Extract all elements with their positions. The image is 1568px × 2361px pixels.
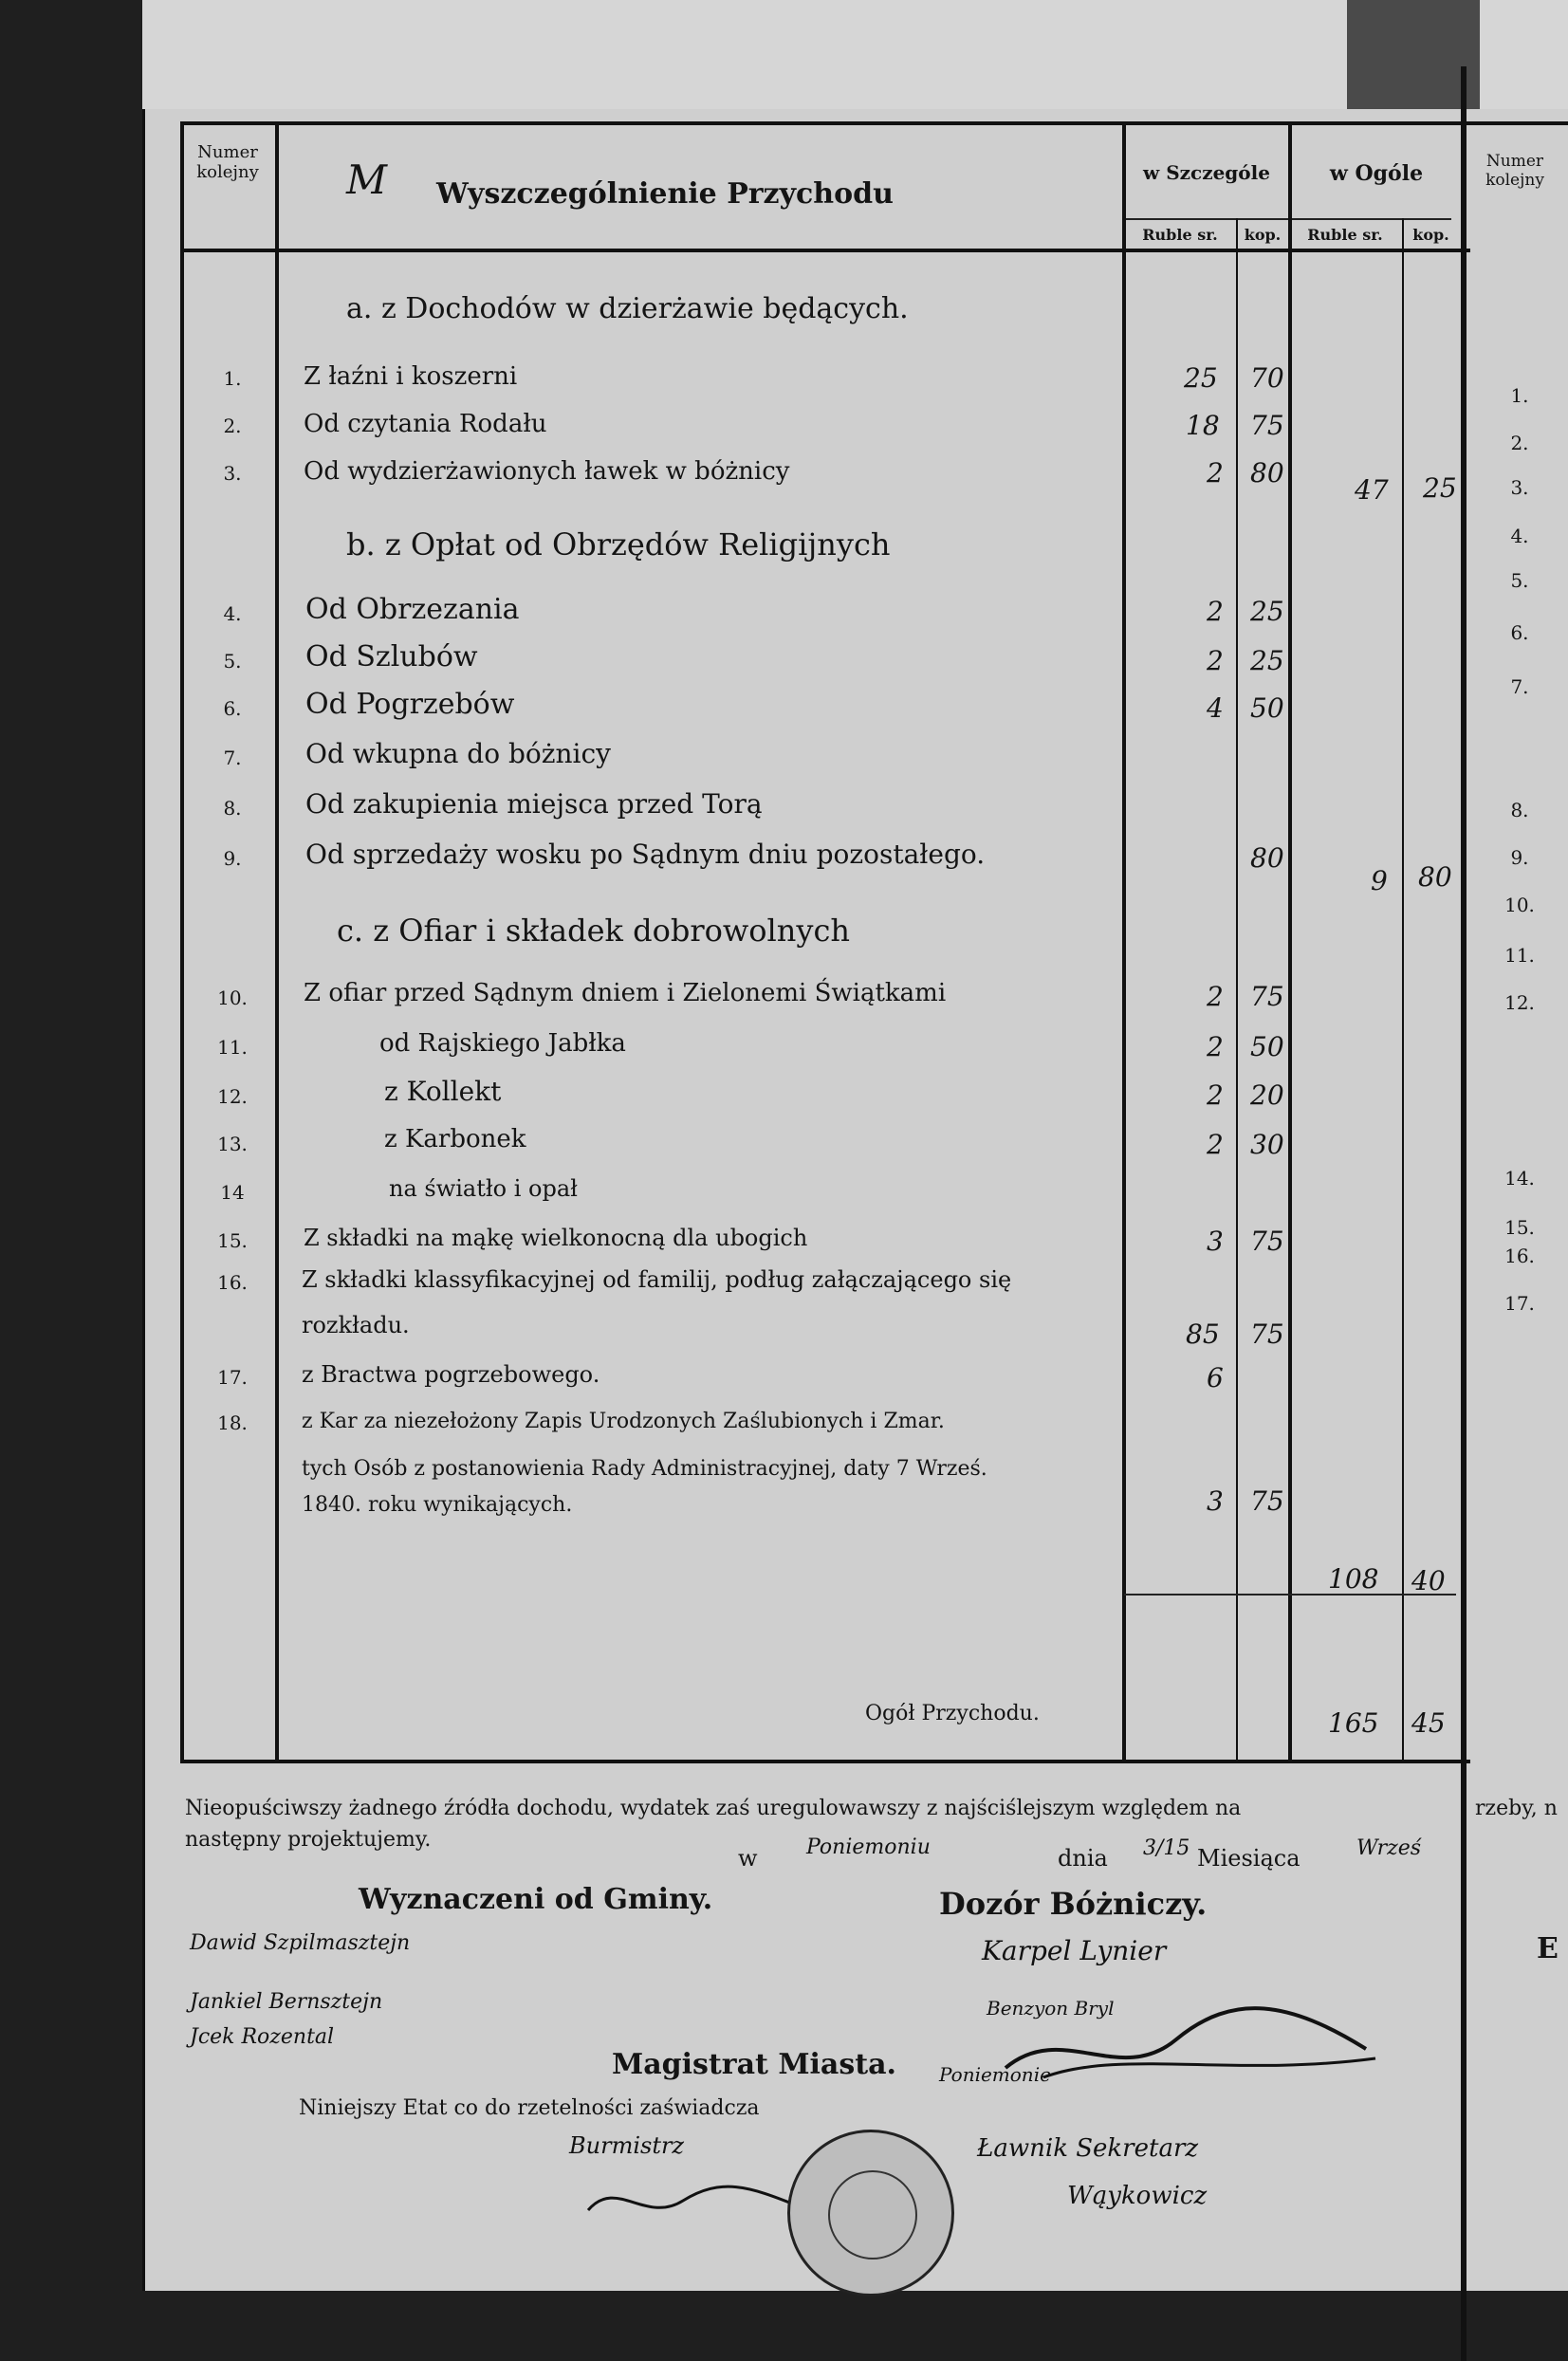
row-label: Z łaźni i koszerni — [304, 362, 518, 391]
row-label: Od Pogrzebów — [305, 688, 515, 721]
row-rub: 2 — [1207, 1079, 1224, 1111]
row-number: 15. — [217, 1229, 248, 1252]
row-number: 16. — [217, 1271, 248, 1294]
total-kop-header: kop. — [1412, 226, 1449, 244]
row-kop: 75 — [1250, 410, 1284, 441]
month-value: Wrześ — [1356, 1836, 1422, 1860]
row-rub: 2 — [1207, 596, 1224, 627]
row-label: Z składki klassyfikacyjnej od familij, podług załączającego się — [302, 1266, 1012, 1293]
right-row-number: 4. — [1510, 525, 1529, 547]
signature-dozor-1: Karpel Lynier — [982, 1935, 1167, 1966]
row-kop: 25 — [1250, 596, 1284, 627]
ledger-mark: M — [346, 157, 388, 203]
row-rub: 3 — [1207, 1485, 1224, 1517]
row-label: Od czytania Rodału — [304, 410, 547, 438]
total-col-rule — [1288, 121, 1292, 1762]
right-row-number: 16. — [1504, 1245, 1535, 1267]
section-heading-a: a. z Dochodów w dzierżawie będących. — [346, 292, 909, 325]
row-rub: 4 — [1207, 692, 1224, 724]
page-title: Wyszczególnienie Przychodu — [436, 177, 894, 211]
row-kop: 75 — [1250, 1319, 1284, 1350]
row-kop: 20 — [1250, 1079, 1284, 1111]
footer-text-cut: rzeby, n — [1475, 1797, 1558, 1820]
row-label: od Rajskiego Jabłka — [379, 1029, 626, 1058]
header-bottom-rule — [180, 249, 1470, 252]
dozor-heading: Dozór Bóżniczy. — [939, 1886, 1208, 1922]
row-label: z Kollekt — [384, 1076, 502, 1107]
table-top-rule — [180, 121, 1568, 125]
right-row-number: 9. — [1510, 846, 1529, 869]
date-prefix: dnia — [1058, 1845, 1108, 1872]
row-rub: 6 — [1207, 1362, 1224, 1393]
signature-dozor-2: Benzyon Bryl — [987, 1997, 1115, 2020]
table-left-rule — [180, 121, 184, 1762]
row-kop: 80 — [1250, 842, 1284, 874]
date-value: 3/15 — [1143, 1836, 1190, 1860]
row-kop: 75 — [1250, 1485, 1284, 1517]
number-col-rule — [275, 121, 279, 1762]
row-number: 3. — [223, 462, 242, 485]
row-number: 11. — [217, 1036, 248, 1059]
month-prefix: Miesiąca — [1197, 1845, 1301, 1872]
grand-total-kop: 45 — [1411, 1707, 1446, 1739]
right-row-number: 10. — [1504, 894, 1535, 916]
row-number: 9. — [223, 847, 242, 870]
right-row-number: 5. — [1510, 569, 1529, 592]
official-seal — [787, 2130, 954, 2296]
fold-rule — [1461, 66, 1467, 2361]
detail-rub-header: Ruble sr. — [1142, 226, 1218, 244]
row-rub: 2 — [1207, 645, 1224, 676]
signature-magistrat-2: Ławnik Sekretarz — [977, 2134, 1199, 2163]
magistrat-heading: Magistrat Miasta. — [612, 2048, 896, 2081]
footer-text: Nieopuściwszy żadnego źródła dochodu, wydatek zaś uregulowawszy z najściślejszym względem na — [185, 1797, 1242, 1820]
section-heading-b: b. z Opłat od Obrzędów Religijnych — [346, 526, 891, 563]
total-rub: 47 — [1355, 474, 1389, 506]
row-label: Od zakupienia miejsca przed Torą — [305, 788, 763, 820]
subtotal-kop: 40 — [1411, 1565, 1446, 1596]
right-row-number: 1. — [1510, 384, 1529, 407]
detail-col-rule — [1122, 121, 1126, 1762]
signature-gmina-1: Dawid Szpilmasztejn — [190, 1931, 411, 1955]
row-number: 5. — [223, 650, 242, 673]
signature-flourish — [987, 1983, 1394, 2096]
seal-emblem — [828, 2170, 917, 2260]
detail-header: w Szczególe — [1143, 161, 1270, 184]
grand-total-label: Ogół Przychodu. — [865, 1702, 1040, 1725]
place-prefix: w — [738, 1845, 758, 1872]
table-bottom-rule — [180, 1760, 1470, 1763]
row-rub: 85 — [1186, 1319, 1220, 1350]
row-number: 12. — [217, 1085, 248, 1108]
row-label-cont: rozkładu. — [302, 1312, 410, 1338]
row-kop: 75 — [1250, 981, 1284, 1012]
col-number-header: Numer kolejny — [196, 142, 259, 182]
binding-shadow — [1347, 0, 1480, 114]
row-label: z Karbonek — [384, 1125, 526, 1153]
row-label-cont: tych Osób z postanowienia Rady Administracyjnej, daty 7 Wrześ. — [302, 1457, 987, 1481]
total-header: w Ogóle — [1329, 161, 1424, 186]
row-label: Od Obrzezania — [305, 593, 520, 626]
row-label: na światło i opał — [389, 1175, 578, 1202]
row-number: 18. — [217, 1411, 248, 1434]
total-kop-rule — [1402, 218, 1404, 1762]
row-kop: 50 — [1250, 692, 1284, 724]
row-number: 14 — [220, 1181, 245, 1204]
certification-text: Niniejszy Etat co do rzetelności zaświadcza — [299, 2096, 760, 2120]
row-label: z Kar za niezełożony Zapis Urodzonych Zaślubionych i Zmar. — [302, 1410, 945, 1433]
row-kop: 30 — [1250, 1129, 1284, 1160]
row-number: 10. — [217, 987, 248, 1009]
row-number: 1. — [223, 367, 242, 390]
row-label: Od wkupna do bóżnicy — [305, 738, 611, 769]
row-rub: 18 — [1186, 410, 1220, 441]
row-label: Z składki na mąkę wielkonocną dla ubogich — [304, 1225, 808, 1251]
row-number: 7. — [223, 747, 242, 769]
row-rub: 25 — [1184, 362, 1218, 394]
row-kop: 80 — [1250, 457, 1284, 489]
detail-kop-rule — [1236, 218, 1238, 1762]
row-number: 8. — [223, 797, 242, 820]
gmina-heading: Wyznaczeni od Gminy. — [359, 1883, 713, 1916]
signature-magistrat-3: Wąykowicz — [1067, 2182, 1208, 2210]
row-rub: 2 — [1207, 981, 1224, 1012]
detail-kop-header: kop. — [1244, 226, 1282, 244]
right-row-number: 2. — [1510, 432, 1529, 454]
row-label: z Bractwa pogrzebowego. — [302, 1361, 600, 1388]
row-number: 17. — [217, 1366, 248, 1389]
row-number: 2. — [223, 415, 242, 437]
signature-gmina-3: Jcek Rozental — [190, 2025, 335, 2049]
row-rub: 2 — [1207, 1031, 1224, 1062]
row-number: 4. — [223, 602, 242, 625]
row-kop: 50 — [1250, 1031, 1284, 1062]
row-label: Od wydzierżawionych ławek w bóżnicy — [304, 457, 790, 486]
total-rub-header: Ruble sr. — [1307, 226, 1383, 244]
section-heading-c: c. z Ofiar i składek dobrowolnych — [337, 913, 850, 949]
right-row-number: 17. — [1504, 1292, 1535, 1315]
row-number: 6. — [223, 697, 242, 720]
right-row-number: 6. — [1510, 621, 1529, 644]
right-row-number: 8. — [1510, 799, 1529, 821]
place-value: Poniemoniu — [806, 1835, 931, 1859]
row-kop: 25 — [1250, 645, 1284, 676]
row-label: Od sprzedaży wosku po Sądnym dniu pozostałego. — [305, 839, 986, 870]
signature-gmina-2: Jankiel Bernsztejn — [190, 1990, 383, 2014]
row-label-cont: 1840. roku wynikających. — [302, 1493, 573, 1517]
total-kop: 80 — [1418, 861, 1452, 893]
right-row-number: 14. — [1504, 1167, 1535, 1190]
footer-text-2: następny projektujemy. — [185, 1828, 432, 1852]
row-kop: 75 — [1250, 1226, 1284, 1257]
signature-dozor-3: Poniemonie — [939, 2063, 1051, 2086]
right-row-number: 7. — [1510, 675, 1529, 698]
grand-total-rub: 165 — [1328, 1707, 1379, 1739]
row-rub: 3 — [1207, 1226, 1224, 1257]
subtotal-rule — [1124, 1594, 1456, 1596]
right-row-number: 3. — [1510, 476, 1529, 499]
subtotal-rub: 108 — [1328, 1563, 1379, 1595]
right-row-number: 12. — [1504, 991, 1535, 1014]
row-rub: 2 — [1207, 1129, 1224, 1160]
signature-magistrat-1: Burmistrz — [569, 2132, 685, 2159]
right-row-number: 11. — [1504, 944, 1535, 967]
signature-burmistrz — [579, 2172, 806, 2229]
row-kop: 70 — [1250, 362, 1284, 394]
row-label: Od Szlubów — [305, 640, 478, 673]
right-fragment: E — [1537, 1932, 1559, 1965]
right-number-header: Numer kolejny — [1485, 152, 1544, 190]
row-label: Z ofiar przed Sądnym dniem i Zielonemi Świątkami — [304, 979, 947, 1007]
row-number: 13. — [217, 1133, 248, 1155]
total-kop: 25 — [1423, 472, 1457, 504]
right-row-number: 15. — [1504, 1216, 1535, 1239]
row-rub: 2 — [1207, 457, 1224, 489]
total-rub: 9 — [1371, 865, 1388, 896]
